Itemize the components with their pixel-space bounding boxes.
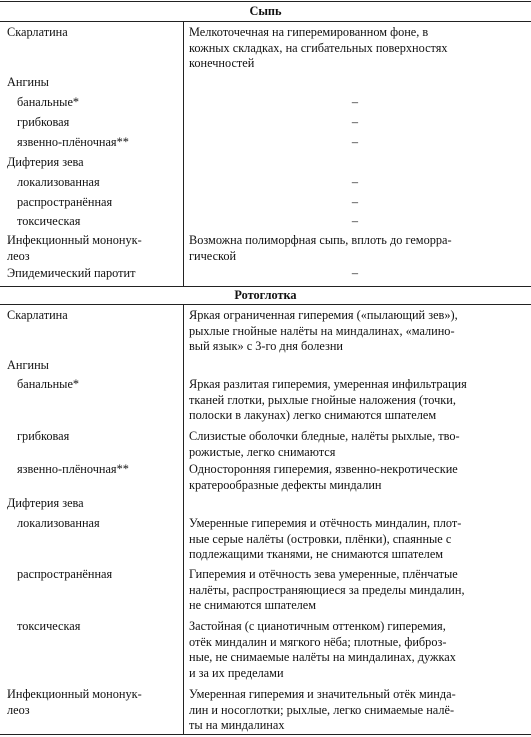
row-description (189, 567, 523, 614)
text-line: вый язык» с 3-го дня болезни (189, 339, 344, 353)
row-description (189, 233, 523, 264)
text-line: не снимаются шпателем (189, 598, 317, 612)
section-header-rule (0, 21, 531, 22)
text-line: Застойная (с цианотичным оттенком) гиперемия, (189, 619, 446, 633)
row-label: распространённая (17, 567, 113, 581)
row-description (189, 687, 523, 734)
row-label (7, 233, 179, 264)
column-divider (183, 21, 184, 286)
dash-mark: – (351, 95, 359, 109)
section-divider-rule (0, 286, 531, 287)
text-line: Гиперемия и отёчность зева умеренные, плёнчатые (189, 567, 458, 581)
text-line: Односторонняя гиперемия, язвенно-некротические (189, 462, 458, 476)
text-line: конечностей (189, 56, 255, 70)
section-title: Ротоглотка (234, 288, 297, 302)
table-top-rule (0, 1, 531, 2)
text-line: Яркая ограниченная гиперемия («пылающий зев»), (189, 308, 458, 322)
row-label: язвенно-плёночная** (17, 462, 129, 476)
text-line: кожных складках, на сгибательных поверхностях (189, 40, 448, 55)
text-line: Слизистые оболочки бледные, налёты рыхлые, тво- (189, 429, 460, 443)
text-line: отёк миндалин и мягкого нёба; плотные, фиброз- (189, 634, 447, 649)
group-label: Ангины (7, 358, 49, 372)
dash-mark: – (351, 266, 359, 280)
group-label: Дифтерия зева (7, 155, 84, 169)
section-header-rule (0, 304, 531, 305)
row-description (189, 516, 523, 563)
text-line: тканей глотки, рыхлые гнойные наложения (точки, (189, 392, 456, 407)
text-line: леоз (7, 248, 30, 263)
row-label: распространённая (17, 195, 113, 209)
row-description (189, 619, 523, 681)
text-line: Умеренная гиперемия и значительный отёк минда- (189, 687, 456, 701)
text-line: гической (189, 248, 237, 263)
section-title: Сыпь (249, 4, 282, 18)
dash-mark: – (351, 115, 359, 129)
row-description (189, 462, 523, 493)
text-line: подлежащими тканями, не снимаются шпателем (189, 547, 444, 561)
row-label: грибковая (17, 429, 70, 443)
dash-mark: – (351, 175, 359, 189)
text-line: леоз (7, 702, 30, 717)
row-description (189, 377, 523, 424)
text-line: Умеренные гиперемия и отёчность миндалин, плот- (189, 516, 462, 530)
text-line: и за их пределами (189, 665, 284, 680)
row-label: локализованная (17, 516, 100, 530)
row-label: язвенно-плёночная** (17, 135, 129, 149)
row-label: локализованная (17, 175, 100, 189)
dash-mark: – (351, 214, 359, 228)
text-line: Инфекционный мононук- (7, 687, 142, 701)
row-label: Эпидемический паротит (7, 266, 136, 280)
text-line: ные серые налёты (островки, плёнки), спаянные с (189, 531, 452, 546)
text-line: Мелкоточечная на гиперемированном фоне, в (189, 25, 429, 39)
group-label: Ангины (7, 75, 49, 89)
text-line: лин и носоглотки; рыхлые, легко снимаемые налё- (189, 702, 455, 717)
row-label: банальные* (17, 95, 80, 109)
text-line: рожистые, легко снимаются (189, 444, 336, 459)
text-line: ные, не снимаемые налёты на миндалинах, дужках (189, 650, 456, 664)
row-label: токсическая (17, 619, 81, 633)
text-line: Инфекционный мононук- (7, 233, 142, 247)
row-description (189, 25, 523, 72)
row-description (189, 429, 523, 460)
dash-mark: – (351, 195, 359, 209)
row-label (7, 687, 179, 718)
text-line: Яркая разлитая гиперемия, умеренная инфильтрация (189, 377, 467, 391)
row-label: Скарлатина (7, 25, 68, 39)
text-line: рыхлые гнойные налёты на миндалинах, «малино- (189, 323, 455, 338)
row-label: банальные* (17, 377, 80, 391)
text-line: налёты, распространяющиеся за пределы миндалин, (189, 582, 465, 597)
dash-mark: – (351, 135, 359, 149)
text-line: полоски в лакунах) легко снимаются шпателем (189, 408, 437, 422)
text-line: Возможна полиморфная сыпь, вплоть до геморра- (189, 233, 452, 247)
column-divider (183, 304, 184, 734)
group-label: Дифтерия зева (7, 496, 84, 510)
text-line: кратерообразные дефекты миндалин (189, 477, 382, 492)
row-label: грибковая (17, 115, 70, 129)
row-description (189, 308, 523, 355)
text-line: ты на миндалинах (189, 718, 285, 732)
row-label: Скарлатина (7, 308, 68, 322)
table-bottom-rule (0, 734, 531, 735)
row-label: токсическая (17, 214, 81, 228)
